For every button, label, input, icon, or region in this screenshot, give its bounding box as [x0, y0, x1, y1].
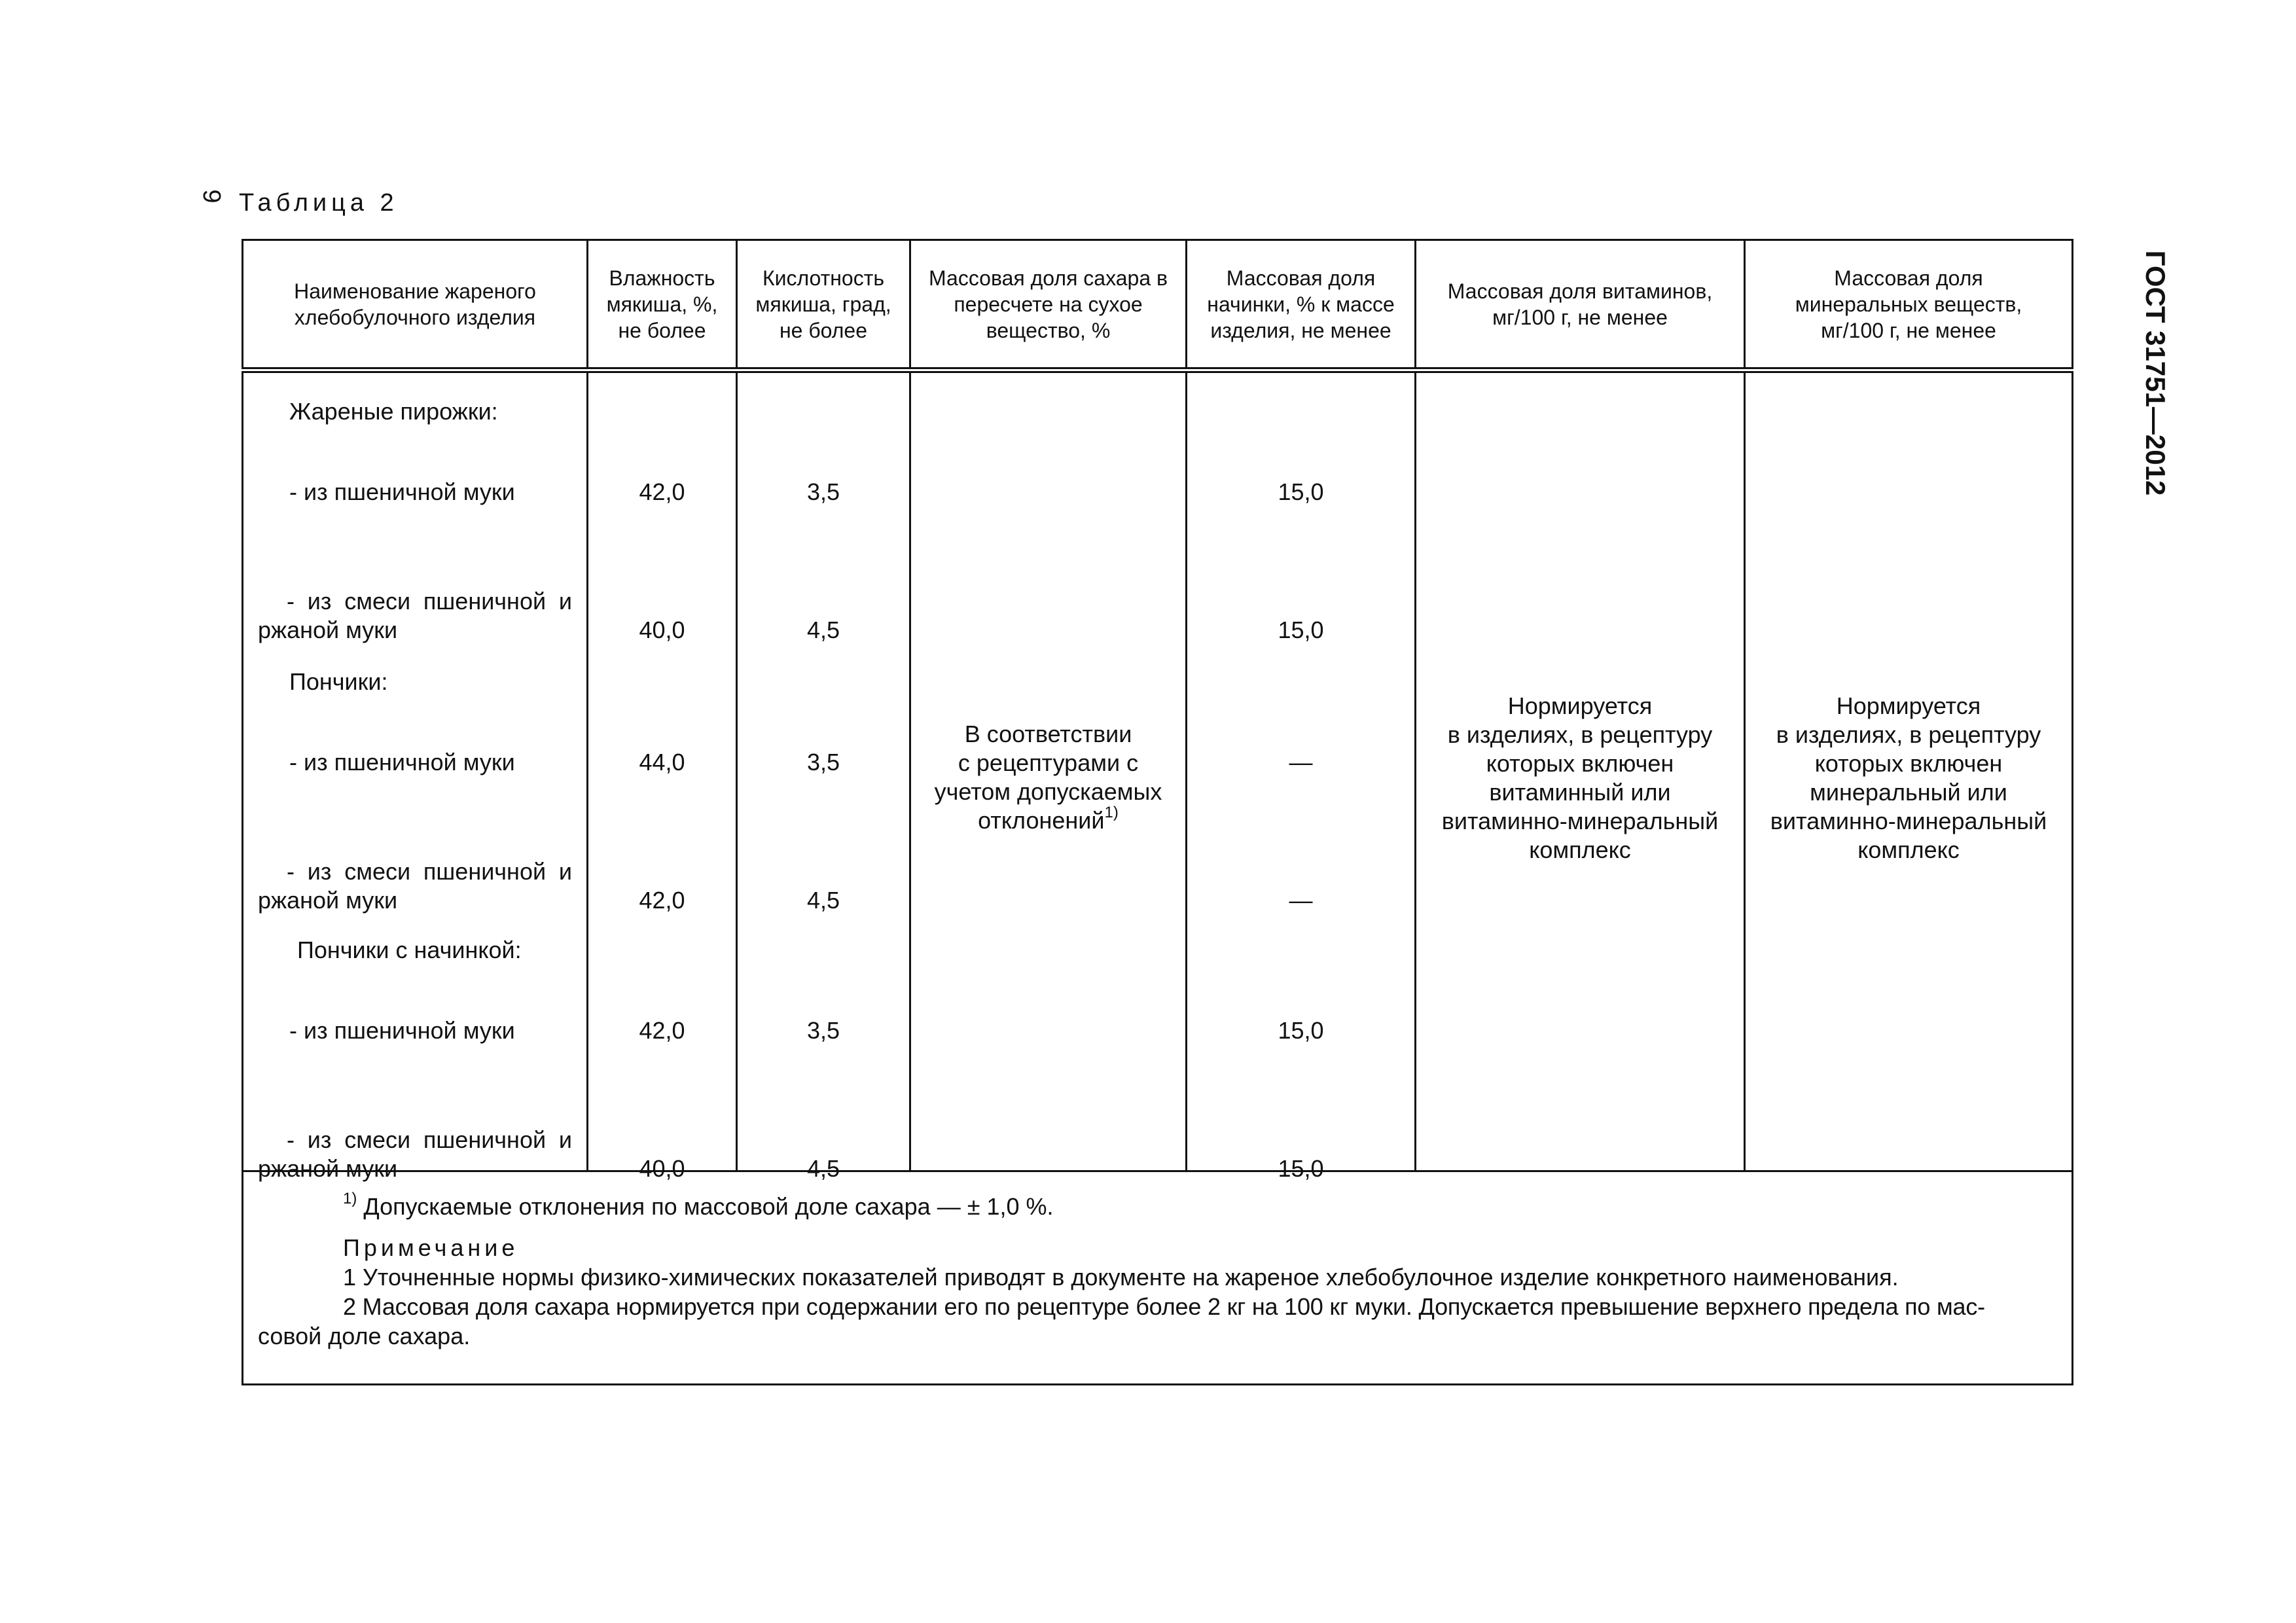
sugar-merged-text: [911, 720, 1185, 835]
product-name-continued: ржаной муки: [258, 616, 398, 643]
minerals-line: в изделиях, в рецептуру: [1776, 721, 2041, 748]
footnote: [258, 1192, 2057, 1221]
product-name: - из пшеничной муки: [289, 478, 515, 505]
vitamins-merged-text: [1416, 692, 1744, 865]
product-name: - из смеси пшеничной и: [287, 1126, 572, 1153]
column-acidity: [737, 370, 910, 1182]
footnote-marker: 1): [343, 1190, 357, 1207]
column-filling: [1187, 370, 1416, 1182]
acidity-value: 3,5: [806, 749, 840, 776]
header-filling: Массовая доля начинки, % к массе изделия, не менее: [1187, 240, 1416, 370]
product-name: - из пшеничной муки: [289, 749, 515, 776]
acidity-value: 3,5: [806, 1017, 840, 1044]
note-2: 2 Массовая доля сахара нормируется при содержании его по рецептуре более 2 кг на 100 кг муки. Допускается превышение верхнего предела по мас-: [343, 1293, 1985, 1320]
product-group-name: Пончики с начинкой:: [297, 936, 522, 963]
product-name-continued: ржаной муки: [258, 887, 398, 914]
moisture-value: 42,0: [639, 478, 685, 505]
vitamins-line: которых включен: [1486, 750, 1674, 777]
column-sugar: [910, 370, 1187, 1171]
product-group-name: Пончики:: [289, 668, 388, 695]
header-minerals: Массовая доля минеральных веществ, мг/100 г, не менее: [1745, 240, 2073, 370]
header-vitamins: Массовая доля витаминов, мг/100 г, не менее: [1416, 240, 1745, 370]
table-body-row: [243, 370, 2073, 1171]
moisture-value: 44,0: [639, 749, 685, 776]
vitamins-line: Нормируется: [1507, 692, 1653, 719]
filling-value: 15,0: [1278, 1017, 1324, 1044]
acidity-value: 4,5: [806, 1155, 840, 1182]
acidity-value: 4,5: [806, 616, 840, 643]
moisture-value: 40,0: [639, 616, 685, 643]
vitamins-line: витаминно-минеральный: [1441, 808, 1719, 834]
filling-value: —: [1289, 887, 1313, 914]
column-minerals: [1745, 370, 2073, 1171]
note-2-continued: совой доле сахара.: [258, 1323, 471, 1349]
product-name: - из смеси пшеничной и: [287, 858, 572, 885]
sugar-line-text: отклонений: [978, 807, 1105, 834]
acidity-value: 3,5: [806, 478, 840, 505]
table-caption: Таблица 2: [239, 189, 399, 217]
product-name: - из пшеничной муки: [289, 1017, 515, 1044]
sugar-line: В соответствии: [964, 721, 1132, 747]
header-name: Наименование жареного хлебобулочного изделия: [243, 240, 588, 370]
header-sugar: Массовая доля сахара в пересчете на сухое вещество, %: [910, 240, 1187, 370]
column-vitamins: [1416, 370, 1745, 1171]
column-name: [243, 370, 588, 1182]
sugar-line: с рецептурами с: [958, 749, 1139, 776]
header-acidity: Кислотность мякиша, град, не более: [737, 240, 910, 370]
note-title: Примечание: [343, 1234, 519, 1261]
moisture-value: 42,0: [639, 887, 685, 914]
product-name: - из смеси пшеничной и: [287, 588, 572, 615]
note-1: 1 Уточненные нормы физико-химических показателей приводят в документе на жареное хлебобулочное изделие конкретного наименования.: [343, 1264, 1899, 1291]
minerals-line: комплекс: [1857, 836, 1960, 863]
acidity-value: 4,5: [806, 887, 840, 914]
vitamins-line: витаминный или: [1489, 779, 1671, 806]
footnote-text: Допускаемые отклонения по массовой доле сахара — ± 1,0 %.: [363, 1193, 1054, 1220]
footnote-row: [243, 1171, 2073, 1385]
footnote-marker: 1): [1104, 804, 1119, 821]
document-id: ГОСТ 31751—2012: [2140, 250, 2171, 496]
product-name-continued: ржаной муки: [258, 1155, 398, 1182]
minerals-line: которых включен: [1814, 750, 2003, 777]
filling-value: —: [1289, 749, 1313, 776]
minerals-line: Нормируется: [1836, 692, 1981, 719]
moisture-value: 40,0: [639, 1155, 685, 1182]
filling-value: 15,0: [1278, 1155, 1324, 1182]
column-moisture: [588, 370, 737, 1182]
minerals-line: минеральный или: [1810, 779, 2007, 806]
table-header-row: [243, 240, 2073, 370]
filling-value: 15,0: [1278, 616, 1324, 643]
minerals-line: витаминно-минеральный: [1770, 808, 2047, 834]
footnote-cell: [243, 1171, 2073, 1385]
page-number: 9: [198, 189, 225, 204]
vitamins-line: в изделиях, в рецептуру: [1447, 721, 1713, 748]
specs-table: [242, 239, 2073, 1385]
header-moisture: Влажность мякиша, %, не более: [588, 240, 737, 370]
minerals-merged-text: [1746, 692, 2072, 865]
filling-value: 15,0: [1278, 478, 1324, 505]
moisture-value: 42,0: [639, 1017, 685, 1044]
product-group-name: Жареные пирожки:: [289, 398, 498, 425]
sugar-line: [911, 806, 1185, 835]
vitamins-line: комплекс: [1529, 836, 1631, 863]
sugar-line: учетом допускаемых: [934, 778, 1162, 805]
